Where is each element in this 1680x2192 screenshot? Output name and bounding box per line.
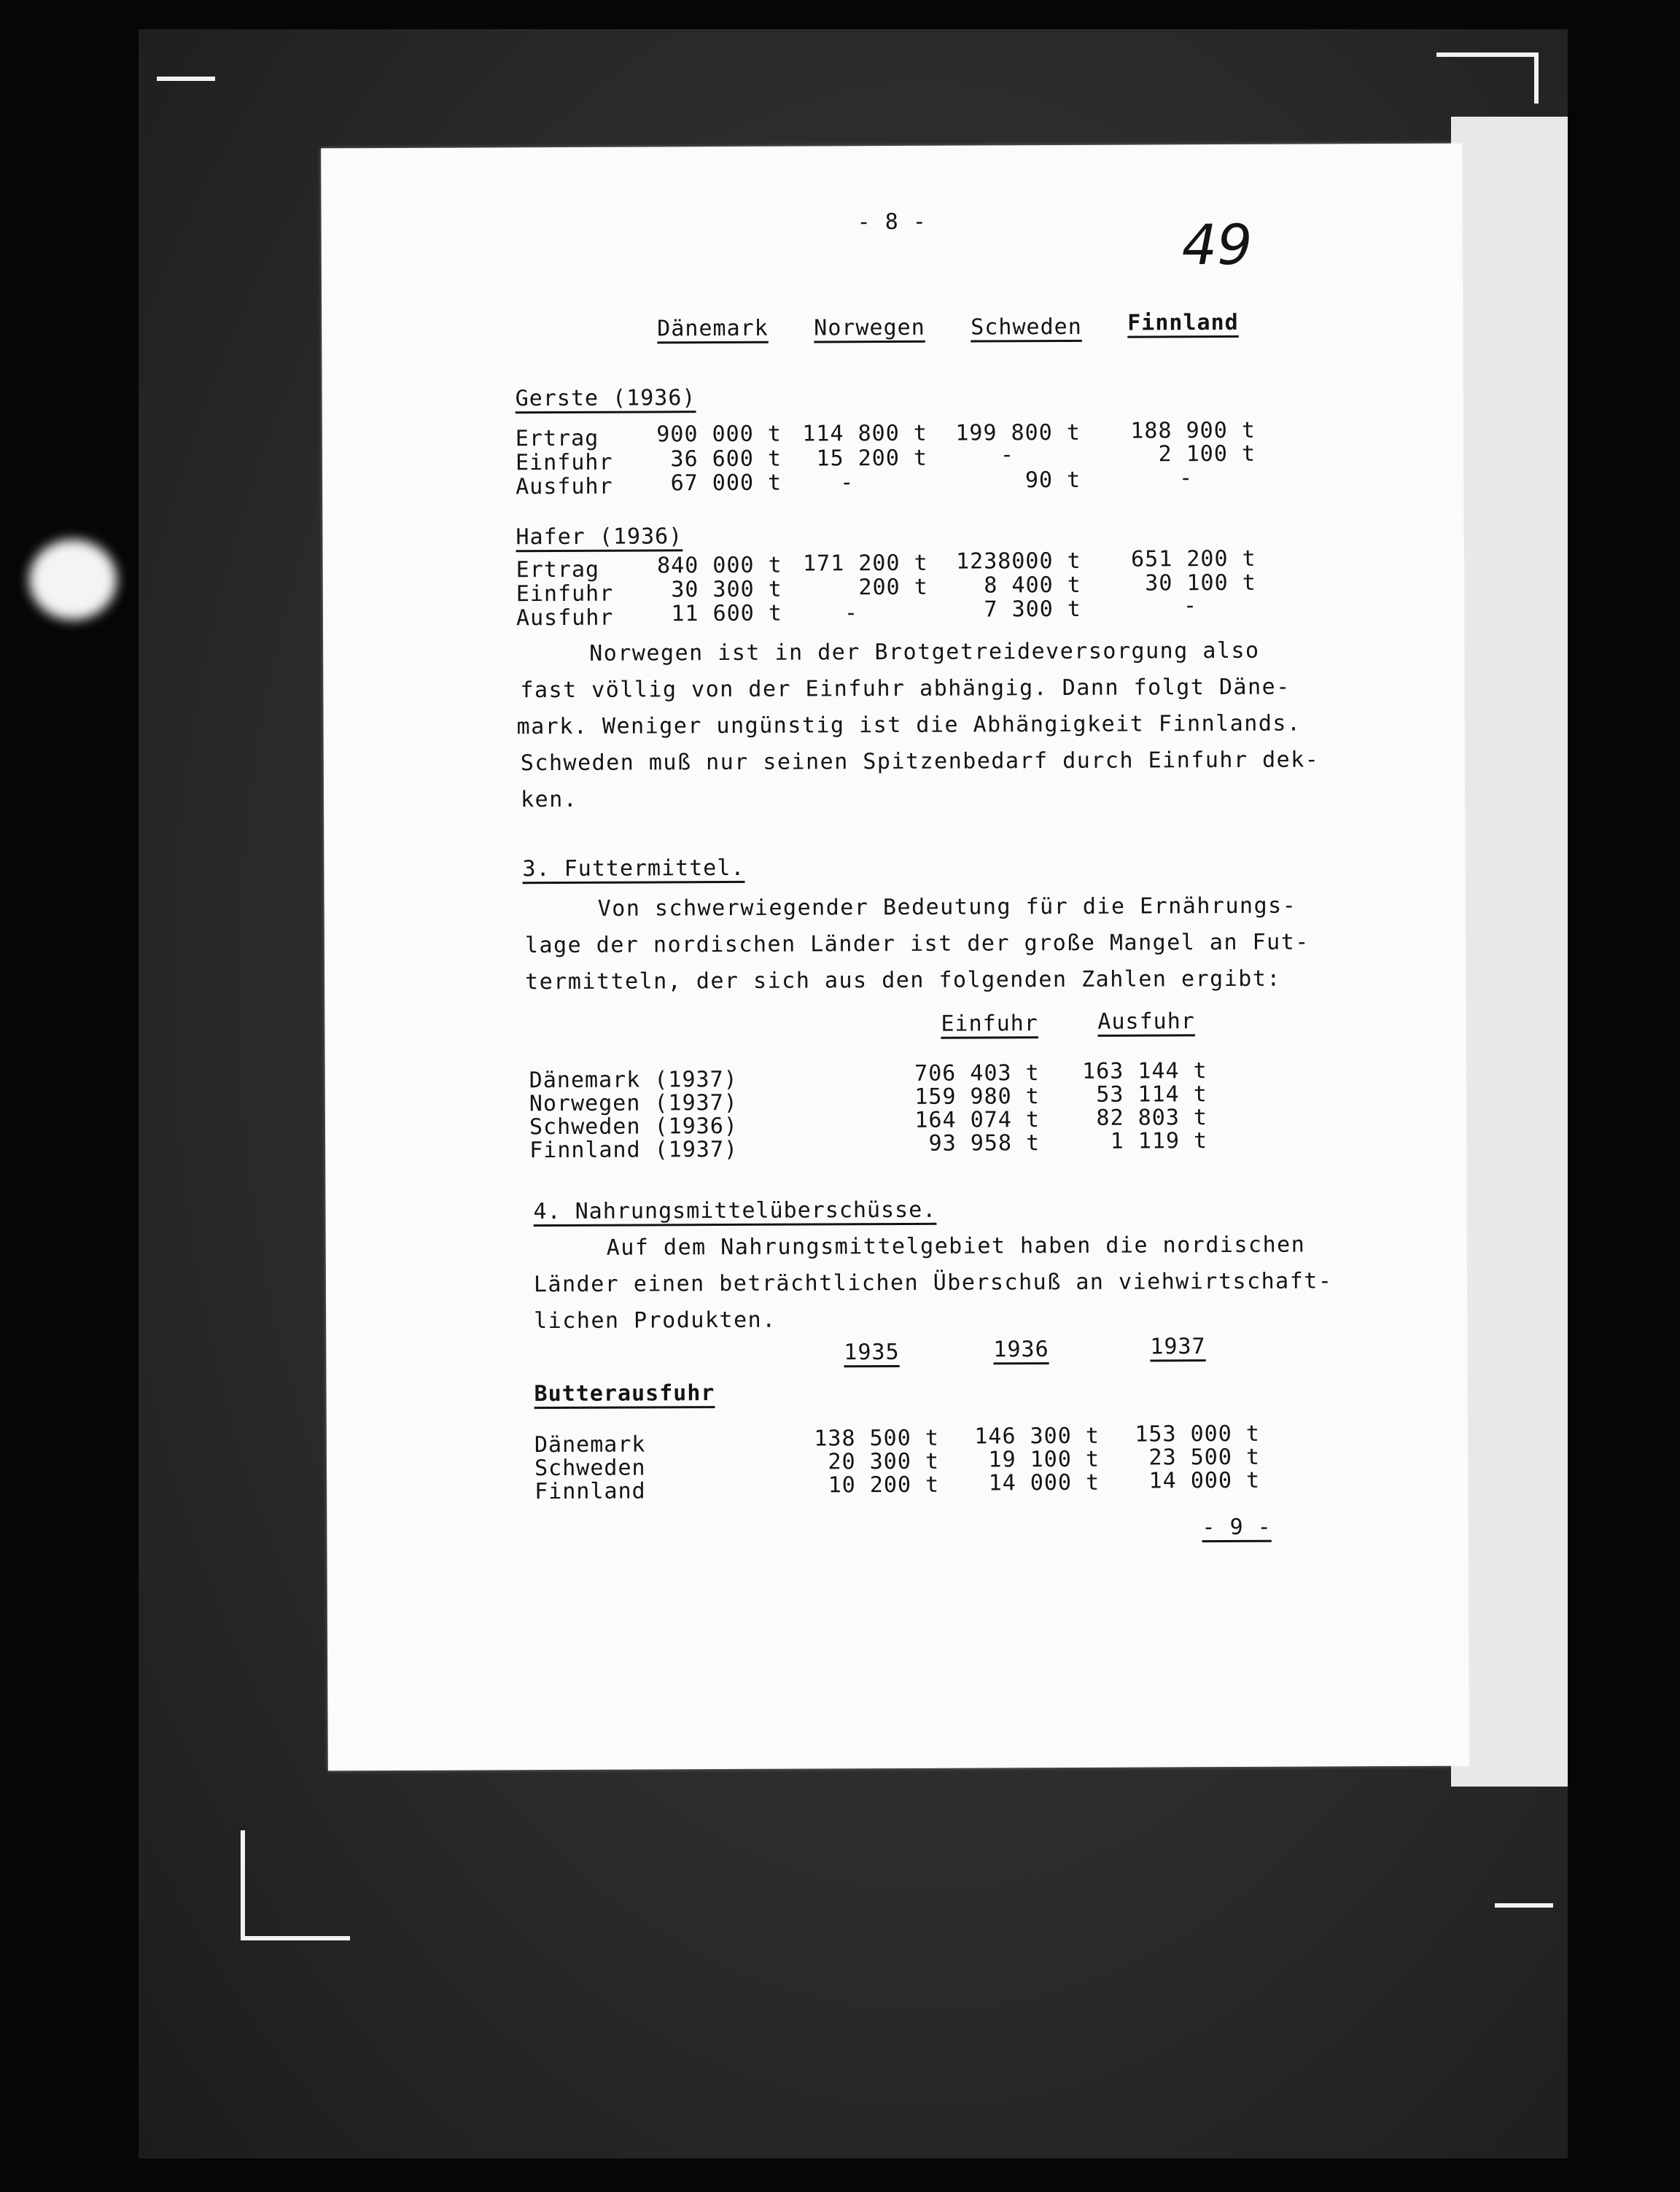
table-cell: 1 119 t xyxy=(1110,1128,1208,1154)
table-cell: 23 500 t xyxy=(1148,1444,1261,1471)
frame-corner-mark xyxy=(1436,53,1539,57)
table-cell: - xyxy=(844,600,859,626)
futtermittel-heading: 3. Futtermittel. xyxy=(522,855,745,882)
table-cell: 163 144 t xyxy=(1082,1058,1208,1084)
table-cell: 8 400 t xyxy=(984,572,1081,599)
row-label: Finnland (1937) xyxy=(529,1136,739,1164)
table-cell: 82 803 t xyxy=(1096,1105,1208,1131)
table-cell: - xyxy=(840,470,855,496)
column-header: Einfuhr xyxy=(941,1011,1038,1037)
document-page xyxy=(321,144,1469,1771)
row-label: Ertrag xyxy=(515,425,599,452)
table-cell: 146 300 t xyxy=(974,1423,1100,1450)
frame-corner-mark xyxy=(241,1936,350,1940)
frame-corner-mark xyxy=(1495,1903,1553,1908)
text-line: ken. xyxy=(520,786,578,813)
underlying-sheet xyxy=(1451,117,1568,1787)
table-cell: 651 200 t xyxy=(1130,545,1256,572)
frame-corner-mark xyxy=(241,1830,245,1940)
row-label: Ausfuhr xyxy=(516,605,614,631)
row-label: Schweden (1936) xyxy=(529,1113,739,1140)
text-line: Norwegen ist in der Brotgetreideversorgung also xyxy=(589,637,1260,666)
frame-corner-mark xyxy=(1534,53,1539,104)
table-cell: 840 000 t xyxy=(657,552,782,579)
text-line: Von schwerwiegender Bedeutung für die Ernährungs- xyxy=(597,893,1297,922)
year-header: 1937 xyxy=(1150,1334,1206,1360)
hafer-title: Hafer (1936) xyxy=(516,524,683,551)
table-cell: 200 t xyxy=(858,574,928,601)
folio-number: 49 xyxy=(1181,211,1253,278)
row-label: Einfuhr xyxy=(516,580,614,607)
table-cell: 30 300 t xyxy=(671,576,782,603)
row-label: Finnland xyxy=(534,1478,646,1505)
table-cell: 15 200 t xyxy=(816,445,928,472)
table-cell: 199 800 t xyxy=(955,419,1081,446)
row-label: Dänemark (1937) xyxy=(529,1066,738,1094)
country-header-cell: Finnland xyxy=(1127,309,1239,336)
table-cell: 30 100 t xyxy=(1145,570,1256,596)
row-label: Norwegen (1937) xyxy=(529,1089,738,1117)
year-header: 1936 xyxy=(993,1337,1049,1363)
table-cell: 159 980 t xyxy=(914,1084,1040,1110)
table-cell: 138 500 t xyxy=(814,1425,939,1452)
table-cell: 171 200 t xyxy=(803,550,928,577)
text-line: mark. Weniger ungünstig ist die Abhängigkeit Finnlands. xyxy=(516,710,1302,740)
country-header-cell: Schweden xyxy=(971,314,1082,341)
gerste-title: Gerste (1936) xyxy=(515,385,696,412)
table-cell: - xyxy=(1179,465,1194,491)
table-cell: - xyxy=(1183,593,1198,619)
text-line: termitteln, der sich aus den folgenden Zahlen ergibt: xyxy=(525,965,1281,995)
text-line: lage der nordischen Länder ist der große Mangel an Fut- xyxy=(524,929,1310,959)
year-header: 1935 xyxy=(844,1339,900,1366)
table-cell: 19 100 t xyxy=(988,1446,1100,1473)
table-cell: 93 958 t xyxy=(928,1130,1041,1157)
table-cell: 11 600 t xyxy=(671,600,783,627)
table-cell: 706 403 t xyxy=(914,1060,1040,1087)
film-blot xyxy=(29,540,117,620)
table-cell: 7 300 t xyxy=(984,596,1081,623)
text-line: Schweden muß nur seinen Spitzenbedarf durch Einfuhr dek- xyxy=(520,747,1320,777)
table-cell: 114 800 t xyxy=(802,420,928,447)
column-header: Ausfuhr xyxy=(1097,1008,1195,1035)
text-line: lichen Produkten. xyxy=(534,1307,777,1334)
table-cell: 20 300 t xyxy=(828,1448,940,1475)
table-cell: 188 900 t xyxy=(1130,417,1256,444)
country-header-cell: Dänemark xyxy=(657,315,769,342)
frame-corner-mark xyxy=(157,77,215,81)
table-cell: 90 t xyxy=(1024,467,1081,494)
table-cell: 14 000 t xyxy=(1148,1467,1261,1494)
page-number: - 8 - xyxy=(857,209,927,236)
table-cell: 153 000 t xyxy=(1135,1420,1260,1447)
row-label: Schweden xyxy=(534,1455,646,1482)
butterausfuhr-subheading: Butterausfuhr xyxy=(534,1380,715,1407)
table-cell: 900 000 t xyxy=(656,421,782,448)
row-label: Ausfuhr xyxy=(516,473,613,500)
text-line: Länder einen beträchtlichen Überschuß an viehwirtschaft- xyxy=(533,1268,1333,1298)
nahrungsmittel-heading: 4. Nahrungsmittelüberschüsse. xyxy=(533,1197,937,1225)
text-line: Auf dem Nahrungsmittelgebiet haben die nordischen xyxy=(606,1232,1306,1261)
table-cell: 164 074 t xyxy=(914,1107,1041,1133)
next-page-marker: - 9 - xyxy=(1202,1514,1272,1541)
row-label: Einfuhr xyxy=(515,449,613,476)
table-cell: - xyxy=(1000,442,1015,468)
table-cell: 10 200 t xyxy=(828,1472,940,1499)
row-label: Ertrag xyxy=(516,556,600,583)
table-cell: 2 100 t xyxy=(1158,440,1256,467)
country-header-cell: Norwegen xyxy=(814,314,925,341)
table-cell: 1238000 t xyxy=(955,548,1081,575)
table-cell: 36 600 t xyxy=(670,446,782,473)
text-line: fast völlig von der Einfuhr abhängig. Dann folgt Däne- xyxy=(520,674,1291,704)
table-cell: 67 000 t xyxy=(670,470,782,497)
table-cell: 53 114 t xyxy=(1096,1081,1208,1108)
row-label: Dänemark xyxy=(534,1431,646,1458)
table-cell: 14 000 t xyxy=(988,1469,1100,1496)
